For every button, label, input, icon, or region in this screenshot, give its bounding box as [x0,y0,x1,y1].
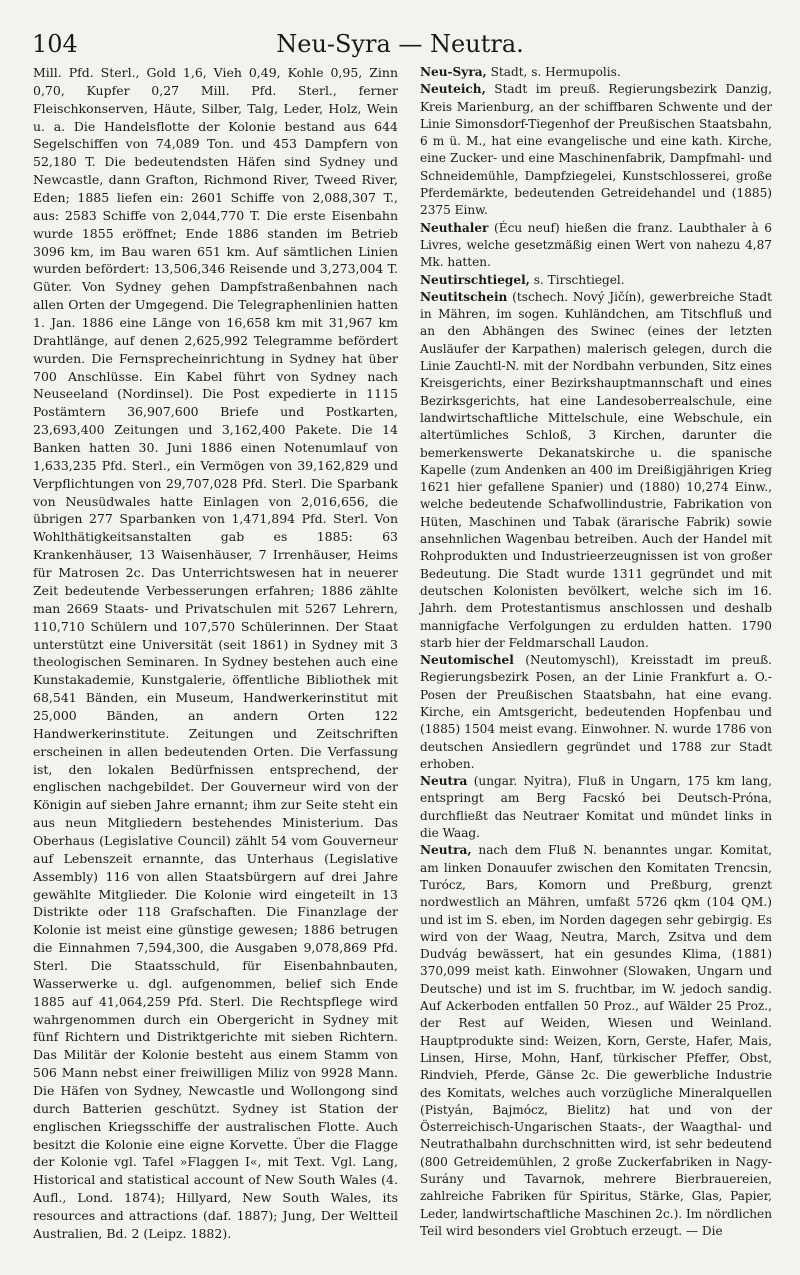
entry-text: nach dem Fluß N. benanntes ungar. Komitat, am linken Donauufer zwischen den Komitaten Trencsin, Turócz, Bars, Komorn und Preßburg, grenzt nordwestlich an Mähren, umfaßt 5726 qkm (104 QM.) und ist im S. eben, im Norden dagegen sehr gebirgig. Es wird von der Waag, Neutra, March, Zsitva und dem Dudvág bewässert, hat ein gesundes Klima, (1881) 370,099 meist kath. Einwohner (Slowaken, Ungarn und Deutsche) und ist im S. fruchtbar, im W. jedoch sandig. Auf Ackerboden entfallen 50 Proz., auf Wälder 25 Proz., der Rest auf Weiden, Wiesen und Weinland. Hauptprodukte sind: Weizen, Korn, Gerste, Hafer, Mais, Linsen, Hirse, Mohn, Hanf, türkischer Pfeffer, Obst, Rindvieh, Pferde, Gänse 2c. Die gewerbliche Industrie des Komitats, welches auch vorzügliche Mineralquellen (Pistyán, Bajmócz, Bielitz) hat und von der Österreichisch-Ungarischen Staats-, der Waagthal- und Neutrathalbahn durchschnitten wird, ist sehr bedeutend (800 Getreidemühlen, 2 große Zuckerfabriken in Nagy-Surány und Tavarnok, mehrere Bierbrauereien, zahlreiche Fabriken für Spiritus, Stärke, Glas, Papier, Leder, landwirtschaftliche Maschinen 2c.). Im nördlichen Teil wird besonders viel Grobtuch erzeugt. — Die [420,843,772,1238]
entry-text: (Écu neuf) hießen die franz. Laubthaler à 6 Livres, welche gesetzmäßig einen Wert von nahezu 4,87 Mk. hatten. [420,220,772,270]
headword: Neutirschtiegel, [420,272,530,287]
headword: Neuthaler [420,220,489,235]
headword: Neutra [420,774,468,789]
entry-text: (ungar. Nyitra), Fluß in Ungarn, 175 km lang, entspringt am Berg Facskó bei Deutsch-Próna, durchfließt das Neutraer Komitat und mündet links in die Waag. [420,774,772,841]
running-title: Neu-Syra — Neutra. [276,30,524,58]
headword: Neutomischel [420,653,514,668]
entry-text: (Neutomyschl), Kreisstadt im preuß. Regierungsbezirk Posen, an der Linie Frankfurt a. O.-Posen der Preußischen Staatsbahn, hat eine evang. Kirche, ein Amtsgericht, bedeutenden Hopfenbau und (1885) 1504 meist evang. Einwohner. N. wurde 1786 von deutschen Ansiedlern gegründet und 1788 zur Stadt erhoben. [420,653,772,771]
entry-neu-syra [420,64,772,81]
headword: Neutitschein [420,289,508,304]
entry-text: Stadt, s. Hermupolis. [486,65,621,79]
entry-neutra-comitat [420,842,772,1240]
entry-neutomischel [420,652,772,773]
page-number: 104 [32,30,78,58]
entry-text: s. Tirschtiegel. [529,272,625,287]
entry-neutitschein [420,289,772,652]
left-column [33,64,398,1243]
headword: Neu-Syra, [420,65,487,79]
entry-neuteich [420,81,772,219]
entry-text: Stadt im preuß. Regierungsbezirk Danzig, Kreis Marienburg, an der schiffbaren Schwente und der Linie Simonsdorf-Tiegenhof der Preußischen Staatsbahn, 6 m ü. M., hat eine evangelische und eine kath. Kirche, eine Zucker- und eine Maschinenfabrik, Dampfmahl- und Schneidemühle, Dampfziegelei, Kunstschlosserei, große Pferdemärkte, bedeutenden Getreidehandel und (1885) 2375 Einw. [420,82,772,218]
left-paragraph: Mill. Pfd. Sterl., Gold 1,6, Vieh 0,49, Kohle 0,95, Zinn 0,70, Kupfer 0,27 Mill. Pfd. Sterl., ferner Fleischkonserven, Häute, Silber, Talg, Leder, Holz, Wein u. a. Die Handelsflotte der Kolonie bestand aus 644 Segelschiffen von 74,089 Ton. und 453 Dampfern von 52,180 T. Die bedeutendsten Häfen sind Sydney und Newcastle, dann Grafton, Richmond River, Tweed River, Eden; 1885 liefen ein: 2601 Schiffe von 2,088,307 T., aus: 2583 Schiffe von 2,044,770 T. Die erste Eisenbahn wurde 1855 eröffnet; Ende 1886 standen im Betrieb 3096 km, im Bau waren 651 km. Auf sämtlichen Linien wurden befördert: 13,506,346 Reisende und 3,273,004 T. Güter. Von Sydney gehen Dampfstraßenbahnen nach allen Orten der Umgegend. Die Telegraphenlinien hatten 1. Jan. 1886 eine Länge von 16,658 km mit 31,967 km Drahtlänge, auf denen 2,625,992 Telegramme befördert wurden. Die Fernsprecheinrichtung in Sydney hat über 700 Anschlüsse. Ein Kabel führt von Sydney nach Neuseeland (Nordinsel). Die Post expedierte in 1115 Postämtern 36,907,600 Briefe und Postkarten, 23,693,400 Zeitungen und 3,162,400 Pakete. Die 14 Banken hatten 30. Juni 1886 einen Notenumlauf von 1,633,235 Pfd. Sterl., ein Vermögen von 39,162,829 und Verpflichtungen von 29,707,028 Pfd. Sterl. Die Sparbank von Neusüdwales hatte Einlagen von 2,016,656, die übrigen 277 Sparbanken von 1,471,894 Pfd. Sterl. Von Wohlthätigkeitsanstalten gab es 1885: 63 Krankenhäuser, 13 Waisenhäuser, 7 Irrenhäuser, Heims für Matrosen 2c. Das Unterrichtswesen hat in neuerer Zeit bedeutende Verbesserungen erfahren; 1886 zählte man 2669 Staats- und Privatschulen mit 5267 Lehrern, 110,710 Schülern und 107,570 Schülerinnen. Der Staat unterstützt eine Universität (seit 1861) in Sydney mit 3 theologischen Seminaren. In Sydney bestehen auch eine Kunstakademie, Kunstgalerie, öffentliche Bibliothek mit 68,541 Bänden, ein Museum, Handwerkerinstitut mit 25,000 Bänden, an andern Orten 122 Handwerkerinstitute. Zeitungen und Zeitschriften erscheinen in allen bedeutenden Orten. Die Verfassung ist, den lokalen Bedürfnissen entsprechend, der englischen nachgebildet. Der Gouverneur wird von der Königin auf sieben Jahre ernannt; ihm zur Seite steht ein aus neun Mitgliedern bestehendes Ministerium. Das Oberhaus (Legislative Council) zählt 54 vom Gouverneur auf Lebenszeit ernannte, das Unterhaus (Legislative Assembly) 116 von allen Staatsbürgern auf drei Jahre gewählte Mitglieder. Die Kolonie wird eingeteilt in 13 Distrikte oder 118 Grafschaften. Die Finanzlage der Kolonie ist meist eine günstige gewesen; 1886 betrugen die Einnahmen 7,594,300, die Ausgaben 9,078,869 Pfd. Sterl. Die Staatsschuld, für Eisenbahnbauten, Wasserwerke u. dgl. aufgenommen, belief sich Ende 1885 auf 41,064,259 Pfd. Sterl. Die Rechtspflege wird wahrgenommen durch ein Obergericht in Sydney mit fünf Richtern und Distriktgerichte mit sieben Richtern. Das Militär der Kolonie besteht aus einem Stamm von 506 Mann nebst einer freiwilligen Miliz von 9928 Mann. Die Häfen von Sydney, Newcastle und Wollongong sind durch Batterien geschützt. Sydney ist Station der englischen Kriegsschiffe der australischen Flotte. Auch besitzt die Kolonie eine eigne Korvette. Über die Flagge der Kolonie vgl. Tafel »Flaggen I«, mit Text. Vgl. Lang, Historical and statistical account of New South Wales (4. Aufl., Lond. 1874); Hillyard, New South Wales, its resources and attractions (daf. 1887); Jung, Der Weltteil Australien, Bd. 2 (Leipz. 1882). [33,65,398,1241]
entry-neuthaler [420,220,772,272]
headword: Neuteich, [420,82,486,97]
right-column [420,64,772,1240]
entry-neutra-river [420,773,772,842]
entry-text: (tschech. Nový Jičín), gewerbreiche Stadt in Mähren, im sogen. Kuhländchen, am Titschfluß und an den Abhängen des Swinec (eines der letzten Ausläufer der Karpathen) malerisch gelegen, durch die Linie Zauchtl-N. mit der Nordbahn verbunden, Sitz eines Kreisgerichts, einer Bezirkshauptmannschaft und eines Bezirksgerichts, hat eine Landesoberrealschule, eine landwirtschaftliche Mittelschule, eine Webschule, ein altertümliches Schloß, 3 Kirchen, darunter die bemerkenswerte Dekanatskirche u. die spanische Kapelle (zum Andenken an 400 im Dreißigjährigen Krieg 1621 hier gefallene Spanier) und (1880) 10,274 Einw., welche bedeutende Schafwollindustrie, Fabrikation von Hüten, Maschinen und Tabak (ärarische Fabrik) sowie ansehnlichen Wagenbau betreiben. Auch der Handel mit Rohprodukten und Industrieerzeugnissen ist von großer Bedeutung. Die Stadt wurde 1311 gegründet und mit deutschen Kolonisten bevölkert, welche sich im 16. Jahrh. dem Protestantismus anschlossen und deshalb mannigfache Verfolgungen zu erdulden hatten. 1790 starb hier der Feldmarschall Laudon. [420,289,772,650]
entry-neutirschtiegel [420,272,772,289]
headword: Neutra, [420,843,472,858]
